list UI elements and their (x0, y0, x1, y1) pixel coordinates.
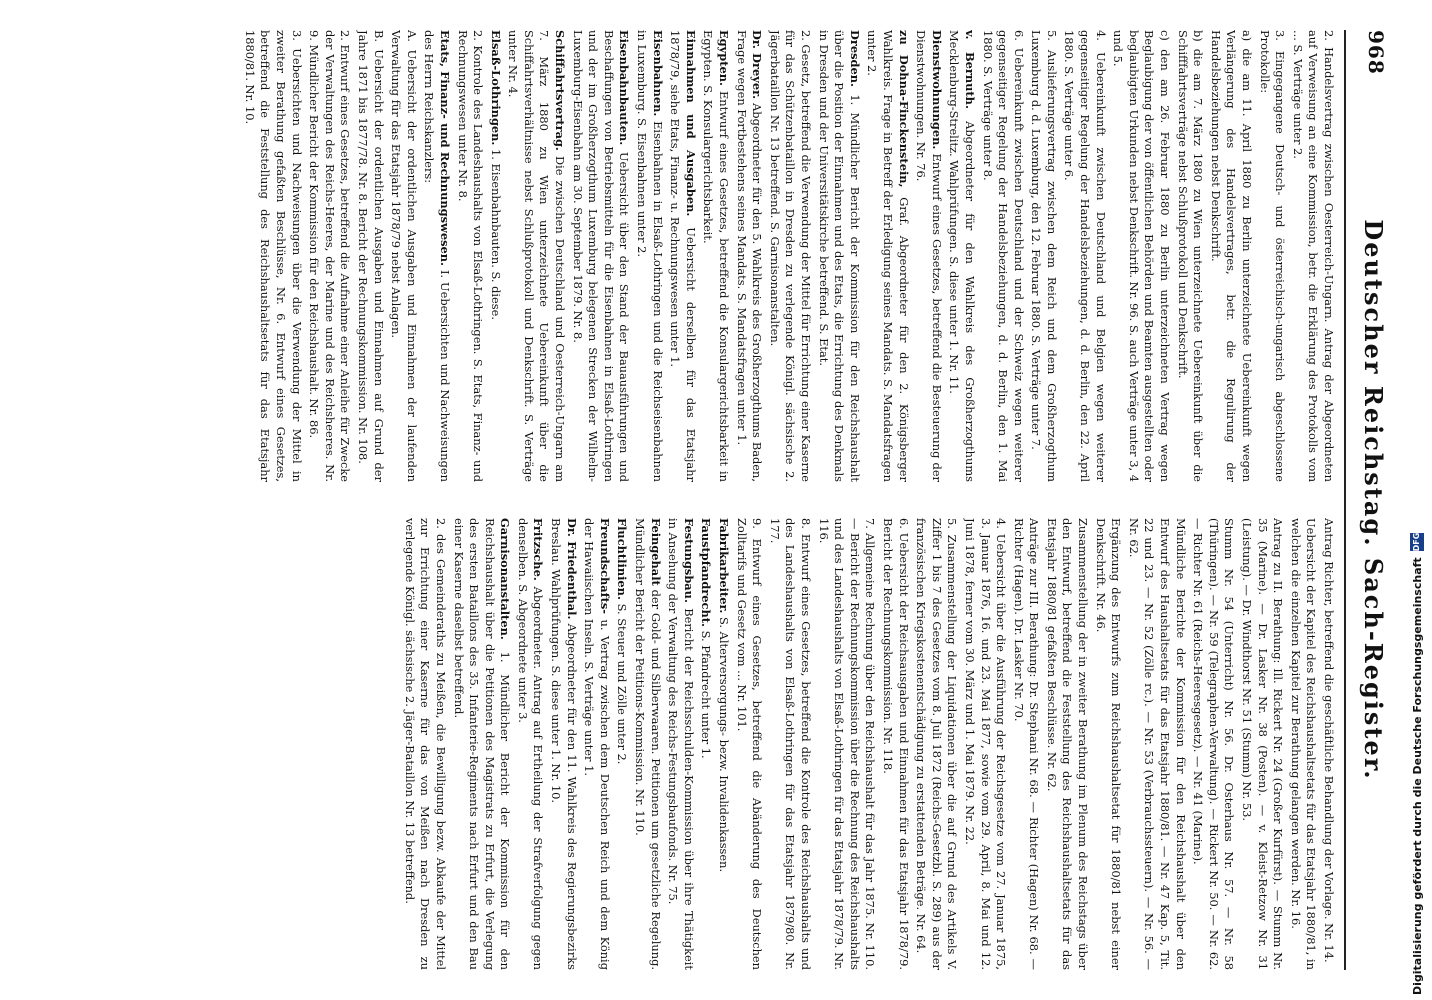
register-entry (1061, 30, 1108, 482)
entry-text: I. Uebersichten und Nachweisungen des Herrn Reichskanzlers: (422, 30, 452, 482)
entry-keyword: Eisenbahnbauten. (617, 30, 632, 146)
page-number: 968 (1364, 30, 1388, 75)
entry-text: S. Steuer und Zölle unter 2. (615, 603, 630, 765)
entry-text: 9. Entwurf eines Gesetzes, betreffend die Abänderung des Deutschen Zolltarifs und Gesetz vom ... Nr. 101. (734, 518, 765, 970)
entry-text: 2. Entwurf eines Gesetzes, betreffend die Aufnahme einer Anleihe für Zwecke der Verwaltungen des Reichs-Heeres, der Marine und des Reichsheeres. Nr. 9. Mündlicher Bericht der Kommission für den Reichshaushalt. Nr. 86. (307, 30, 353, 482)
register-entry (1010, 518, 1041, 970)
entry-text: 1. Eisenbahnbauten. S. diese. (488, 149, 503, 320)
register-entry (1125, 518, 1187, 970)
register-entry (1256, 30, 1287, 482)
register-entry (1110, 30, 1172, 482)
register-entry (631, 518, 662, 970)
register-entry (766, 30, 813, 482)
register-entry (1287, 518, 1318, 970)
running-title: Deutscher Reichstag. Sach-Register. (1359, 219, 1388, 781)
entry-text: Abgeordneter für den 11. Wahlkreis des Regierungsbezirks Breslau. Wahlprüfungen. S. diese unter 1. Nr. 10. (549, 518, 579, 970)
register-entry (815, 518, 877, 970)
register-entry (581, 518, 612, 970)
register-entry (715, 518, 731, 970)
register-entry (667, 30, 698, 482)
entry-keyword: Fluchtlinien. (615, 518, 630, 600)
register-entry (614, 518, 630, 970)
entry-keyword: Elsaß-Lothringen. (488, 30, 503, 146)
entry-text: A. Uebersicht der ordentlichen Ausgaben und Einnahmen der laufenden Verwaltung für das Etatsjahr 1878/79 nebst Anlagen. (389, 30, 419, 482)
register-entry (815, 30, 862, 482)
entry-keyword: Fabrikarbeiter. (717, 518, 732, 614)
register-entry (766, 518, 813, 970)
register-entry (487, 30, 503, 482)
entry-keyword: Einnahmen und Ausgaben. (683, 30, 698, 217)
register-entry (388, 30, 419, 482)
entry-text: Mündliche Berichte der Kommission für den Reichshaushalt über den Entwurf des Haushaltsetats für das Etatsjahr 1880/81. — Nr. 47 Kap. 5, Tit. 22 und 23. — Nr. 52 (Zölle rc.). — Nr. 53 (Verbrauchssteuern). — Nr. 56. — Nr. 62. (1126, 518, 1188, 970)
entry-text: 1. Mündlicher Bericht der Kommission für den Reichshaushalt über die Petitionen des Magistrats zu Erfurt, die Verlegung des ersten Bataillons des 35. Infanterie-Regiments nach Erfurt und den Bau einer Kaserne daselbst betreffend. (451, 518, 513, 970)
entry-text: 5. Auslieferungsvertrag zwischen dem Reich und dem Großherzogthum Luxemburg d. d. Luxemburg, den 12. Februar 1880. S. Verträge unter 7. (1029, 30, 1059, 482)
entry-text: Antrag Richter, betreffend die geschäftliche Behandlung der Vorlage. Nr. 14. (1322, 518, 1336, 963)
entry-text: 2. des Gemeinderaths zu Meißen, die Bewilligung bezw. Abkaufe der Mittel zur Errichtung einer Kaserne für das von Meißen nach Dresden zu verlegende Königl. sächsische 2. Jäger-Bataillon Nr. 13 betreffend. (402, 518, 448, 970)
entry-text: Anträge zur III. Berathung: Dr. Stephani Nr. 68. — Richter (Hagen) Nr. 68. — Richter (Hagen). Dr. Lasker Nr. 70. (1011, 518, 1042, 970)
entry-text: 4. Uebersicht über die Ausführung der Reichsgesetze vom 27. Januar 1875, 3. Januar 1876, 16. und 23. Mai 1877, sowie vom 29. April, 8. Mai und 12. Juni 1878, ferner vom 30. März und 1. Mai 1879. Nr. 22. (962, 518, 1009, 970)
register-entry (700, 30, 731, 482)
entry-text: 2. Kontrole des Landeshaushalts von Elsaß-Lothringen. S. Etats, Finanz- und Rechnungswesen unter Nr. 8. (455, 30, 486, 482)
entry-text: Ergänzung des Entwurfs zum Reichshaushaltsetat für 1880/81 nebst einer Denkschrift. Nr. 46. (1093, 518, 1124, 970)
register-entry (913, 30, 944, 482)
register-entry (1092, 518, 1123, 970)
entry-text: 2. Gesetz, betreffend die Verwendung der Mittel für Errichtung einer Kaserne für das Schützenbataillon in Dresden zu verlegende Königl. sächsische 2. Jägerbataillon Nr. 13 betreffend. S. Garnisonanstalten. (767, 30, 813, 482)
register-entry (961, 518, 1008, 970)
register-entry (633, 30, 664, 482)
entry-keyword: v. Bernuth. (962, 30, 977, 109)
register-entry (879, 518, 910, 970)
entry-keyword: Dienstwohnungen. (929, 30, 944, 150)
register-entry (979, 30, 1026, 482)
register-entry (1238, 518, 1285, 970)
entry-text: S. Alterversorgungs- bezw. Invalidenkassen. (717, 617, 732, 873)
entry-text: Die zwischen Deutschland und Oesterreich-Ungarn am 7. März 1880 zu Wien unterzeichnete Uebereinkunft über die Schiffahrtsverhältnisse nebst Schlußprotokoll und Denkschrift. S. Verträge unter Nr. 4. (506, 30, 568, 482)
page-header (1348, 30, 1388, 970)
register-entry (1289, 30, 1336, 482)
entry-keyword: Etats, Finanz- und Rechnungswesen. (437, 30, 452, 266)
register-entry (864, 30, 911, 482)
register-entry (401, 518, 448, 970)
entry-text: b) die am 7. März 1880 zu Wien unterzeichnete Uebereinkunft über die Schifffahrtsverträge nebst Schlußprotokoll und Denkschrift. (1175, 30, 1206, 482)
funding-note: Digitalisierung gefördert durch die Deutsche Forschungsgemeinschaft (1410, 557, 1424, 995)
entry-text: Graf. Abgeordneter für den 2. Königsberger Wahlkreis. Frage in Betreff der Erledigung seines Mandats. S. Mandatsfragen unter 2. (865, 30, 911, 482)
register-entry (1190, 518, 1237, 970)
dfg-logo: DFG (1410, 533, 1424, 552)
register-entry (354, 30, 385, 482)
entry-text: Abgeordneter für den 5. Wahlkreis des Großherzogthums Baden, Frage wegen Fortbestehens seines Mandats. S. Mandatsfragen unter 1. (734, 30, 765, 482)
entry-keyword: Eisenbahnen. (650, 30, 665, 117)
entry-text: Stumm Nr. 54 (Unterricht) Nr. 56. Dr. Osterhaus Nr. 57. — Nr. 58 (Thüringen). — Nr. 59 (Telegraphen-Verwaltung). — Rickert Nr. 50. — Nr. 62. — Richter Nr. 61 (Reichs-Heeresgesetz). — Nr. 41 (Marine). (1191, 518, 1237, 970)
entry-keyword: Freundschafts- (597, 518, 612, 614)
register-entry (698, 518, 714, 970)
register-entry (421, 30, 452, 482)
entry-text: 6. Uebereinkunft zwischen Deutschland und der Schweiz wegen weiterer gegenseitiger Regelung der Handelsbeziehungen, d. d. Berlin, den 1. Mai 1880. S. Verträge unter 8. (980, 30, 1026, 482)
entry-keyword: Festungsbau. (681, 518, 696, 603)
entry-text: Abgeordneter für den Wahlkreis des Großherzogthums Mecklenburg-Strelitz. Wahlprüfungen. S. diese unter 1. Nr. 11. (947, 30, 977, 482)
register-entry (1174, 30, 1205, 482)
entry-text: Uebersicht über den Stand der Bauausführungen und Beschaffungen von Betriebsmitteln für die Eisenbahnen in Elsaß-Lothringen und der im Großherzogthum Luxemburg belegenen Strecken der Wilhelm-Luxemburg-Eisenbahn am 30. September 1879. Nr. 8. (570, 30, 632, 482)
entry-text: Entwurf eines Gesetzes, betreffend die Besteuerung der Dienstwohnungen. Nr. 76. (914, 30, 944, 482)
entry-text: 2. Handelsvertrag zwischen Oesterreich-Ungarn. Antrag der Abgeordneten auf Verweisung an eine Kommission, betr. die Erklärung des Protokolls vom ... S. Verträge unter 2. (1290, 30, 1336, 482)
entry-keyword: Garnisonanstalten. (498, 518, 513, 640)
entry-text: 4. Uebereinkunft zwischen Deutschland und Belgien wegen weiterer gegenseitiger Regelung der Handelsbeziehungen, d. d. Berlin, den 22. April 1880. S. Verträge unter 6. (1062, 30, 1108, 482)
entry-text: u. Vertrag zwischen dem Deutschen Reich und dem König der Hawaiischen Inseln. S. Verträge unter 1. (582, 518, 612, 970)
entry-text: Entwurf eines Gesetzes, betreffend die Konsulargerichtsbarkeit in Egypten. S. Konsulargerichtsbarkeit. (701, 30, 732, 482)
register-entry (306, 30, 353, 482)
register-entry (913, 518, 960, 970)
register-entry (733, 30, 764, 482)
entry-text: Zusammenstellung der in zweiter Berathung im Plenum des Reichstags über den Entwurf, betreffend die Feststellung des Reichshaushaltsetats für das Etatsjahr 1880/81 gefaßten Beschlüsse. Nr. 62. (1044, 518, 1091, 970)
entry-text: S. Pfandrecht unter 1. (699, 630, 714, 759)
entry-keyword: zu Dohna-Finckenstein, (896, 30, 911, 188)
register-entry (548, 518, 579, 970)
entry-keyword: Dresden. (847, 30, 862, 87)
entry-text: Antrag zu II. Berathung: Ill. Rickert Nr. 24 (Großer Kurfürst). — Stumm Nr. 35 (Marine). — Dr. Lasker Nr. 38 (Posten). — v. Kleist-Retzow Nr. 31 (Leistung). — Dr. Windthorst Nr. 51 (Stumm) Nr. 53. (1240, 518, 1286, 970)
left-column (26, 30, 1336, 482)
header-rule (1344, 30, 1346, 970)
entry-text: a) die am 11. April 1880 zu Berlin unterzeichnete Uebereinkunft wegen Verlängerung des Handelsvertrages, betr. die Regulirung der Handelsbeziehungen nebst Denkschrift. (1208, 30, 1255, 482)
entry-text: c) den am 26. Februar 1880 zu Berlin unterzeichneten Vertrag wegen Beglaubigung der von öffentlichen Behörden und Beamten ausgestellten oder beglaubigten Urkunden nebst Denkschrift. Nr. 96. S. auch Verträge unter 3, 4 und 5. (1111, 30, 1173, 482)
digitization-footer (1404, 532, 1430, 995)
register-entry (946, 30, 977, 482)
entry-text: Abgeordneter. Antrag auf Ertheilung der Strafverfolgung gegen denselben. S. Abgeordnete unter 3. (515, 518, 546, 970)
entry-keyword: Dr. Friedenthal. (564, 518, 579, 620)
entry-text: der Gold- und Silberwaaren. Petitionen um gesetzliche Regelung. Mündlicher Bericht der Petitions-Kommission. Nr. 110. (633, 518, 663, 970)
register-entry (1207, 30, 1254, 482)
entry-text: B. Uebersicht der ordentlichen Ausgaben und Einnahmen auf Grund der Jahre 1871 bis 1877/78. Nr. 8. Bericht der Rechnungskommission. Nr. 108. (355, 30, 386, 482)
entry-text: 3. Uebersichten und Nachweisungen über die Verwendung der Mittel in zweiter Berathung gefaßten Beschlüsse, Nr. 6. Entwurf eines Gesetzes, betreffend die Feststellung des Reichshaushaltsetats für das Etatsjahr 1880/81. Nr. 10. (242, 30, 304, 482)
register-entry (505, 30, 567, 482)
entry-text: 5. Zusammenstellung der Liquidationen über die auf Grund des Artikels V. Ziffer 1 bis 7 des Gesetzes vom 8. Juli 1872 (Reichs-Gesetzbl. S. 289) aus der französischen Kriegskostenentschädigung zu erstattenden Beträge. Nr. 64. (914, 518, 960, 970)
register-entry (514, 518, 545, 970)
entry-keyword: Schiffahrtsvertrag. (553, 30, 568, 151)
entry-keyword: Dr. Dreyer. (750, 30, 765, 100)
entry-text: 7. Allgemeine Rechnung über den Reichshaushalt für das Jahr 1875. Nr. 110. — Bericht der Rechnungskommission über die Rechnung des Reichshaushalts und des Landeshaushalts von Elsaß-Lothringen für das Etatsjahr 1878/79. Nr. 116. (816, 518, 878, 970)
register-entry (1320, 518, 1336, 970)
entry-text: Eisenbahnen in Elsaß-Lothringen und die Reichseisenbahnen in Luxemburg. S. Eisenbahnen unter 2. (635, 30, 665, 482)
register-entry (665, 518, 696, 970)
entry-text: Bericht der Reichsschulden-Kommission über ihre Thätigkeit in Ansehung der Verwaltung des Reichs-Festungsbaufonds. Nr. 75. (666, 518, 696, 970)
entry-text: Uebersicht der Kapitel des Reichshaushaltsetats für das Etatsjahr 1880/81, in welchen die einzelnen Kapitel zur Berathung gelangen werden. Nr. 16. (1288, 518, 1319, 970)
register-entry (733, 518, 764, 970)
register-entry (450, 518, 512, 970)
register-entry (1028, 30, 1059, 482)
entry-text: 3. Eingegangene Deutsch- und österreichisch-ungarisch abgeschlossene Protokolle: (1257, 30, 1288, 482)
register-entry (241, 30, 303, 482)
register-entry (1043, 518, 1090, 970)
right-column (26, 518, 1336, 970)
register-entry (454, 30, 485, 482)
entry-text: 1. Mündlicher Bericht der Kommission für den Reichshaushalt über die Position der Einnahmen und des Etats, die Errichtung des Denkmals in Dresden und der Universitätskirche betreffend. S. Etat. (816, 30, 862, 482)
register-entry (569, 30, 631, 482)
entry-text: 6. Uebersicht der Reichsausgaben und Einnahmen für das Etatsjahr 1878/79. Bericht der Rechnungskommission. Nr. 118. (880, 518, 911, 970)
entry-keyword: Faustpfandrecht. (699, 518, 714, 627)
entry-text: Uebersicht derselben für das Etatsjahr 1878/79, siehe Etats, Finanz- u. Rechnungswesen unter 1. (668, 30, 698, 482)
entry-text: 8. Entwurf eines Gesetzes, betreffend die Kontrole des Reichshaushalts und des Landeshaushalts von Elsaß-Lothringen für das Etatsjahr 1879/80. Nr. 177. (767, 518, 813, 970)
entry-keyword: Feingehalt (648, 518, 663, 586)
entry-keyword: Fritzsche. (531, 518, 546, 581)
entry-keyword: Egypten. (717, 30, 732, 86)
